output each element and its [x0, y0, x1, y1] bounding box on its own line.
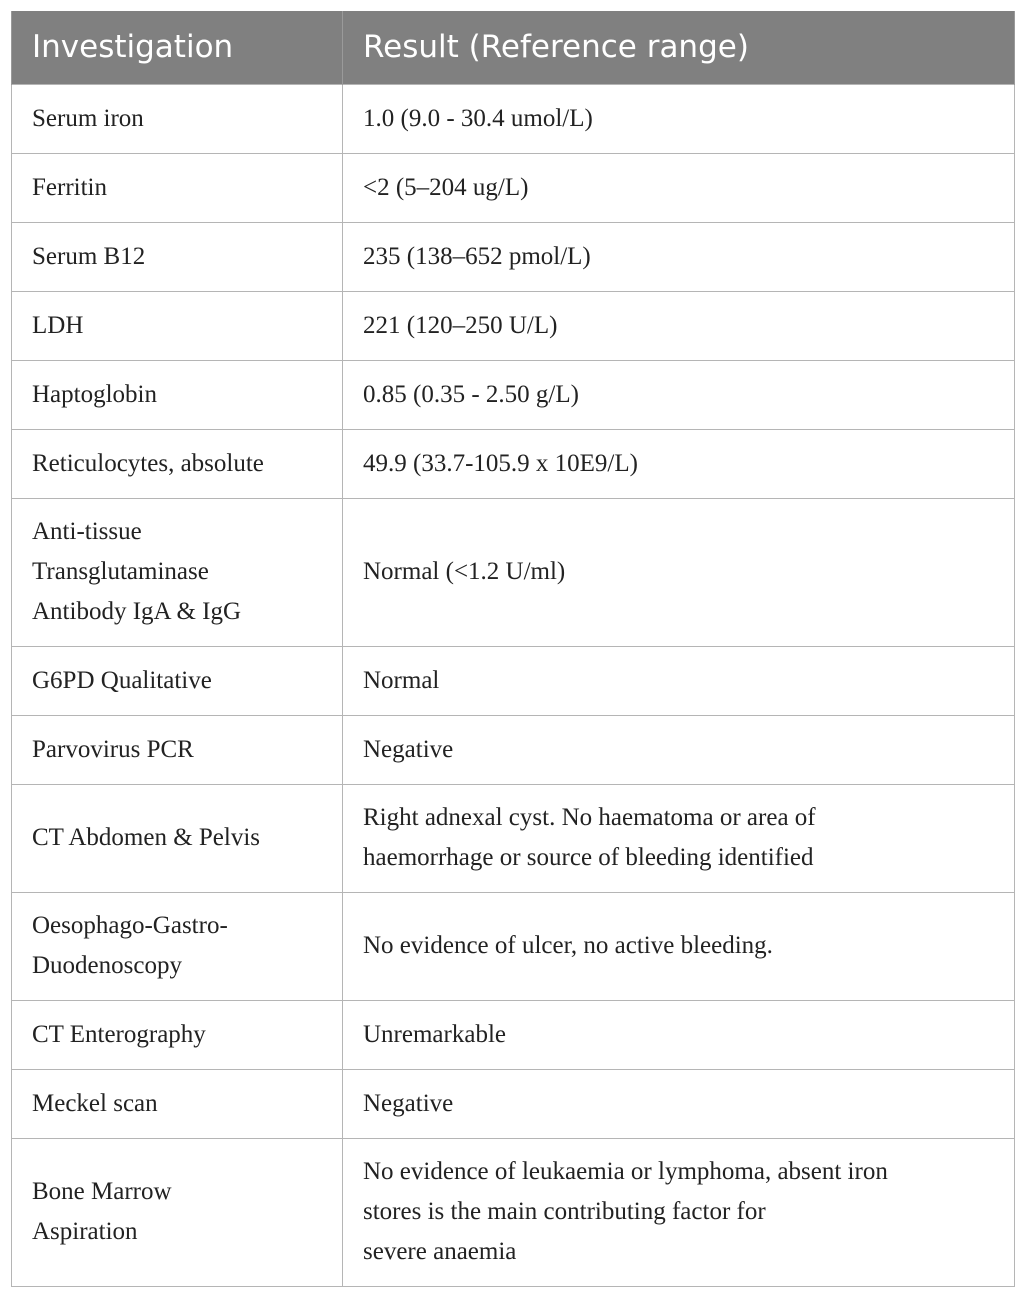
cell-line: Normal (<1.2 U/ml) [363, 558, 566, 585]
header-result: Result (Reference range) [343, 11, 1015, 84]
result-cell [343, 291, 1015, 360]
result-cell [343, 715, 1015, 784]
result-cell [343, 84, 1015, 153]
result-cell [343, 646, 1015, 715]
investigation-cell [12, 892, 343, 1000]
investigation-cell [12, 498, 343, 646]
cell-line: Bone Marrow [32, 1178, 172, 1205]
table-row [12, 784, 1015, 892]
investigation-cell [12, 222, 343, 291]
result-cell [343, 892, 1015, 1000]
table-row [12, 153, 1015, 222]
cell-line: CT Abdomen & Pelvis [32, 824, 261, 851]
cell-line: Oesophago-Gastro- [32, 912, 228, 939]
cell-line: <2 (5–204 ug/L) [363, 173, 529, 201]
table-row [12, 1000, 1015, 1069]
cell-line: severe anaemia [363, 1238, 517, 1265]
investigation-cell [12, 784, 343, 892]
cell-line: LDH [32, 311, 84, 339]
cell-line: Normal [363, 666, 440, 694]
cell-line: G6PD Qualitative [32, 666, 212, 694]
cell-line: 235 (138–652 pmol/L) [363, 242, 591, 270]
result-cell [343, 498, 1015, 646]
cell-line: CT Enterography [32, 1020, 206, 1048]
cell-line: Negative [363, 735, 454, 763]
cell-line: Reticulocytes, absolute [32, 449, 264, 477]
result-cell [343, 784, 1015, 892]
table-row [12, 892, 1015, 1000]
table-row [12, 429, 1015, 498]
cell-line: Serum iron [32, 104, 144, 132]
cell-line: Negative [363, 1089, 454, 1117]
results-table [11, 11, 1015, 1287]
result-cell [343, 360, 1015, 429]
investigation-cell [12, 1138, 343, 1286]
header-row [12, 11, 1015, 84]
cell-line: 0.85 (0.35 - 2.50 g/L) [363, 380, 579, 408]
investigation-cell [12, 153, 343, 222]
table-row [12, 291, 1015, 360]
investigation-cell [12, 360, 343, 429]
investigation-cell [12, 1069, 343, 1138]
cell-line: Haptoglobin [32, 380, 157, 408]
cell-line: No evidence of leukaemia or lymphoma, absent iron [363, 1158, 888, 1185]
cell-line: 221 (120–250 U/L) [363, 311, 558, 339]
header-investigation: Investigation [12, 11, 343, 84]
result-cell [343, 1000, 1015, 1069]
table-row [12, 1069, 1015, 1138]
investigation-cell [12, 1000, 343, 1069]
cell-line: Duodenoscopy [32, 952, 182, 979]
cell-line: Ferritin [32, 173, 107, 201]
cell-line: Antibody IgA & IgG [32, 598, 242, 625]
result-cell [343, 1138, 1015, 1286]
investigation-cell [12, 291, 343, 360]
table-row [12, 222, 1015, 291]
investigation-cell [12, 715, 343, 784]
cell-line: haemorrhage or source of bleeding identified [363, 844, 814, 871]
table-row [12, 646, 1015, 715]
table-row [12, 1138, 1015, 1286]
result-cell [343, 1069, 1015, 1138]
cell-line: Right adnexal cyst. No haematoma or area of [363, 804, 816, 831]
cell-line: Serum B12 [32, 242, 146, 270]
table-row [12, 84, 1015, 153]
cell-line: 1.0 (9.0 - 30.4 umol/L) [363, 104, 593, 132]
cell-line: stores is the main contributing factor for [363, 1198, 766, 1225]
cell-line: Transglutaminase [32, 558, 209, 585]
cell-line: Unremarkable [363, 1020, 506, 1048]
cell-line: Aspiration [32, 1218, 138, 1245]
investigation-cell [12, 646, 343, 715]
investigation-cell [12, 84, 343, 153]
investigation-cell [12, 429, 343, 498]
result-cell [343, 222, 1015, 291]
table-row [12, 360, 1015, 429]
result-cell [343, 153, 1015, 222]
table-row [12, 715, 1015, 784]
cell-line: Meckel scan [32, 1089, 158, 1117]
result-cell [343, 429, 1015, 498]
cell-line: 49.9 (33.7-105.9 x 10E9/L) [363, 449, 638, 477]
table-row [12, 498, 1015, 646]
cell-line: Parvovirus PCR [32, 735, 194, 763]
cell-line: Anti-tissue [32, 518, 142, 545]
cell-line: No evidence of ulcer, no active bleeding. [363, 932, 773, 959]
